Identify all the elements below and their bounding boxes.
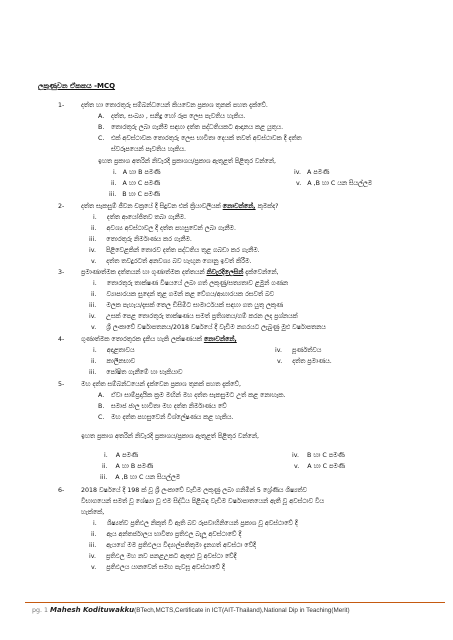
question-6-number: 6- [58,487,65,494]
question-1-stem: දත්ත හා තොරතුරු සම්බන්ධයෙන් කියවෙන ප්‍රකාශ තුනක් පහත දැක්වේ. [81,102,268,109]
q1-option-ii[interactable]: ii. A හා C පමණි [111,180,161,187]
q1-option-i[interactable]: i. A හා B පමණි [113,169,161,176]
q4-option-iii[interactable]: iii. පෝෂිත ගැනීමේ හා භැකියාව [89,369,183,376]
q1-statement-c-label: C. [98,135,105,142]
q3-option-v[interactable]: v. ශ්‍රී ලංකාවේ වර්ෂාපතනය/2018 වර්ෂයේ දී වැඩිම නගරයට ලැබුණු මුළු වර්ෂාපතනය [91,324,326,331]
q1-statement-c-cont: ස්වරූපයෙන් පැවතිය හැකිය. [111,146,187,153]
q3-option-ii[interactable]: ii. ව්‍යාපාරයක සුදෙන් තුළ ගමන් කළ වේගය/ආහාරයක රසවත් බව [91,291,274,298]
author-name: Mahesh Kodituwakku [50,606,135,614]
q1-option-iii[interactable]: iii. B හා C පමණි [109,191,160,198]
q4-option-ii[interactable]: ii. කාලීනභාව [91,358,136,365]
q6-option-ii[interactable]: ii. ඇය අන්තර්ජාලය භාවිතා ප්‍රතිඵල බැලූ අවස්ථාවේ දී [91,531,242,538]
q5-statement-b: සමාජ ජාල භාවිතා මහ දත්ත නිර්මාණය වේ [111,403,227,410]
q3-option-iii[interactable]: iii. මලක පැහැය/දැසක් තෙල ඩීසිමිට සාමාර්ථයක් සඳහා ගත යුතු ලකුණ [89,302,283,309]
q6-option-i[interactable]: i. ශිෂ්‍යත්ව ප්‍රතිඵල නිකුත් වී ඇති බව රූපවාහිනියෙන් ප්‍රකාශ වූ අවස්ථාවේ දී [93,520,298,527]
q1-option-iv[interactable]: iv. A පමණි [294,169,330,176]
footer-divider [25,602,445,603]
q1-statement-b: තොරතුරු ලබා ගැනීම සඳහා දත්ත පද්ධතියකට ආදානය කළ යුතුය. [111,124,284,131]
question-4-stem: ගුණාත්මක තොරතුරක දැකිය හැකි ලක්ෂණයක් නොවන්නේ, [81,336,237,343]
q5-option-iv[interactable]: iv. B හා C පමණි [292,452,345,459]
q5-option-ii[interactable]: ii. A හා B පමණි [102,463,154,470]
page-number: pg. 1 [32,607,49,614]
q5-statement-c: මහ දත්ත පහසුවෙන් විශ්ලේෂණය කළ හැකිය. [111,414,234,421]
q5-option-i[interactable]: i. A පමණි [104,452,138,459]
q5-statement-c-label: C. [98,414,105,421]
question-2-number: 2- [58,203,65,210]
q6-option-iii[interactable]: iii. ඇයගේ මම ප්‍රතිඵලය විද්‍යාල්පතිතුමා දැනගත් අවස්ථා වේදී [89,542,256,549]
q1-statement-a-label: A. [98,113,105,120]
question-3-stem: ප්‍රමාණාත්මක දත්තයන් හා ගුණාත්මක දත්තයන් නිවැරදිලෙසින් දැක්වෙන්නේ, [81,269,279,276]
q1-option-v[interactable]: v. A ,B හා C යන සියල්ලම [296,180,373,187]
q6-option-v[interactable]: v. ප්‍රතිඵලය යානවෙන් සමහ පැවසූ අවස්ථාවේ දී [91,564,225,571]
q4-option-i[interactable]: i. අදාළතාවය [93,347,135,354]
author-credentials: (BTech,MCTS,Certificate in ICT(AIT-Thailand),National Dip in Teaching(Merit) [134,607,350,614]
q5-statement-a-label: A. [98,392,105,399]
q2-option-iv[interactable]: iv. පිළිවෙළකින් තොරව දත්ත පද්ධතිය තුළ ගබඩා කර ගැනීම. [89,247,260,254]
question-6-stem-line-2: විභාගයෙන් සමත් වූ ශේෂ්‍යා වූ එම සිද්ධිය පිළිබඳ වැඩිම වර්ෂාපාතයෙන් ඇතී වූ අවස්ථාව විය [81,498,325,505]
q1-statement-c: එක් අවස්ථාවක තොරතුරු ලෙස භාවිතා දෙයක් තවත් අවස්ථාවක දී දත්ත [111,135,302,142]
q1-ask: ඉහත ප්‍රකාශ අතරින් නිවැරදි ප්‍රකාශය/ප්‍රකාශ ඇතුළත් පිළිතුර වන්නේ, [98,158,276,165]
section-heading: ලකුණුවන ඒකකය -MCQ [38,82,116,90]
q4-option-iv[interactable]: iv. පූර්ණත්වය [275,347,322,354]
question-2-stem: දත්ත සැකසුම් ජීවන චක්‍රයේ දී සිදුවන එක් ක්‍රියාවලියක් නොවන්නේ, කුමක්ද? [81,203,279,210]
q1-statement-b-label: B. [98,124,105,131]
page-footer [32,606,350,614]
question-5-stem: මහ දත්ත සම්බන්ධයෙන් දැක්වෙන ප්‍රකාශ තුනක් පහත දැක්වේ, [81,381,241,388]
q4-option-v[interactable]: v. දත්ත ප්‍රමාණය. [277,358,332,365]
q2-option-v[interactable]: v. දත්ත තවදුරටත් අනවශ්‍ය බව හැඟුන ගොනු ඉවත් කිරීම. [91,258,252,265]
q5-ask: ඉහත ප්‍රකාශ අතරින් නිවැරදි ප්‍රකාශය/ප්‍රකාශ ඇතුළත් පිළිතුර වන්නේ, [81,433,259,440]
q5-option-v[interactable]: v. A හා C පමණි [294,463,345,470]
q2-option-i[interactable]: i. දත්ත ආයෝජිතව තබා ගැනීම. [93,214,186,221]
q2-option-ii[interactable]: ii. අවශ්‍ය අවස්ථාවල දී දත්ත පහසුවෙන් ලබා ගැනීම. [91,225,236,232]
question-5-number: 5- [58,381,65,388]
q2-option-iii[interactable]: iii. තොරතුරු නිර්මාණය කර ගැනීම. [89,236,192,243]
q6-option-iv[interactable]: iv. ප්‍රතිඵල මහ නව පනළඋකට ඇතුළු වූ අවස්ථා වේදී [89,553,237,560]
q5-statement-b-label: B. [98,403,105,410]
q3-option-i[interactable]: i. තොරතුරු තාක්ෂණ විෂයයේ ලබා ගත් ලකුණු/සත්‍යතාව ළමුන් ගණන [93,280,288,287]
question-6-stem-line-1: 2018 වර්ෂයේ දී 198 ක් වූ ශ්‍රී ලංකාවේ වැඩිම ලකුණු ලබා ගනිමින් 5 ශ්‍රේණිය ශිෂ්‍යත්ව [81,487,307,494]
question-1-number: 1- [58,102,65,109]
question-4-number: 4- [58,336,65,343]
q1-statement-a: දත්ත, සංඛ්‍යා , සනිදු හෝ රූප ලෙස පැවතිය හැකිය. [111,113,246,120]
question-3-number: 3- [58,269,65,276]
q3-option-iv[interactable]: iv. උසක් පෙළ තොරතුරු තාක්ෂණය සමත් ප්‍රතිශතය/ගම් කරන ලද ප්‍රශ්නයක් [89,313,298,320]
q5-statement-a: ඒවා සාම්ප්‍රදායික ක්‍රම මඟින් මහ දත්ත සැකසුමට උත් කළ නොහැක. [111,392,286,399]
question-6-stem-line-3: හැක්කේ, [81,509,105,516]
q5-option-iii[interactable]: iii. A ,B හා C යන සියල්ලම [100,474,181,481]
